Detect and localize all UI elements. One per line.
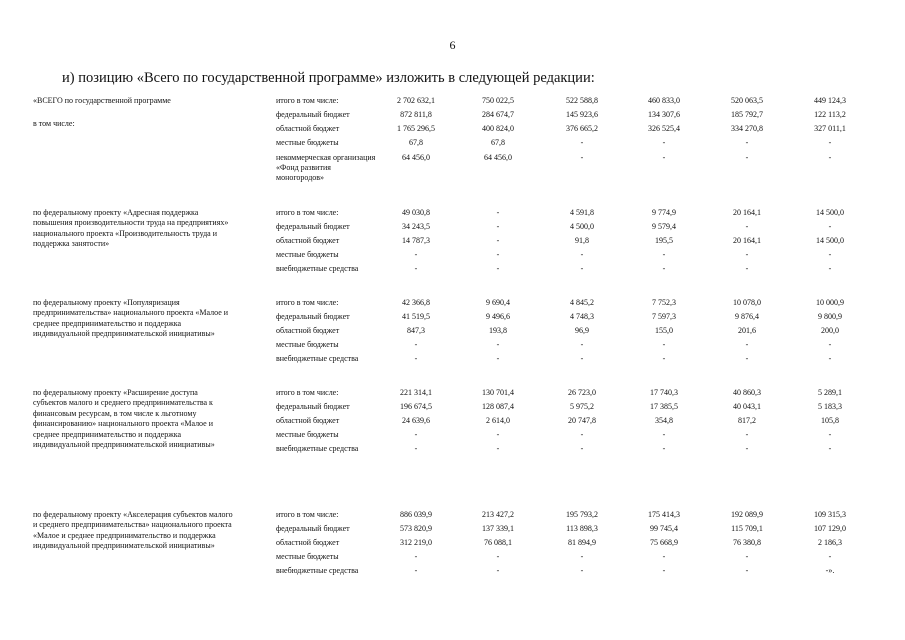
- value-cell-year-2: -: [580, 340, 584, 349]
- value-cell-year-3: -: [662, 444, 666, 453]
- value-cell-year-5: -: [828, 250, 832, 259]
- funding-source-label: местные бюджеты: [276, 250, 339, 259]
- value-cell-total: 67,8: [409, 138, 423, 147]
- value-cell-year-5: -: [828, 354, 832, 363]
- value-cell-year-1: 284 674,7: [482, 110, 514, 119]
- funding-source-label: федеральный бюджет: [276, 312, 350, 321]
- funding-source-label: областной бюджет: [276, 326, 340, 335]
- value-cell-year-5: 9 800,9: [818, 312, 842, 321]
- value-cell-year-2: 81 894,9: [568, 538, 596, 547]
- value-cell-year-1: 137 339,1: [482, 524, 514, 533]
- value-cell-year-5: 449 124,3: [814, 96, 846, 105]
- value-cell-total: -: [414, 354, 418, 363]
- section-description: [33, 298, 233, 340]
- value-cell-year-5: 5 183,3: [818, 402, 842, 411]
- funding-source-label: федеральный бюджет: [276, 222, 350, 231]
- value-cell-year-5: 122 113,2: [814, 110, 846, 119]
- value-cell-year-4: -: [745, 153, 749, 162]
- value-cell-year-4: 817,2: [738, 416, 756, 425]
- value-cell-total: -: [414, 430, 418, 439]
- value-cell-year-2: 20 747,8: [568, 416, 596, 425]
- value-cell-year-4: 192 089,9: [731, 510, 763, 519]
- section-title: по федеральному проекту «Акселерация субъектов малого и среднего предпринимательства» национального проекта «Малое и среднее предпринимательство и поддержка индивидуальной предпринимательской инициативы»: [33, 510, 233, 551]
- value-cell-total: -: [414, 264, 418, 273]
- value-cell-total: 847,3: [407, 326, 425, 335]
- funding-source-label: местные бюджеты: [276, 552, 339, 561]
- value-cell-year-1: -: [496, 208, 500, 217]
- value-cell-year-2: -: [580, 153, 584, 162]
- value-cell-year-2: 96,9: [575, 326, 589, 335]
- value-cell-year-3: 7 752,3: [652, 298, 676, 307]
- value-cell-year-3: 7 597,3: [652, 312, 676, 321]
- value-cell-year-4: 115 709,1: [731, 524, 763, 533]
- value-cell-year-2: 145 923,6: [566, 110, 598, 119]
- value-cell-year-2: -: [580, 264, 584, 273]
- value-cell-year-5: 107 129,0: [814, 524, 846, 533]
- funding-source-label: итого в том числе:: [276, 208, 339, 217]
- value-cell-year-3: -: [662, 138, 666, 147]
- value-cell-year-4: 40 043,1: [733, 402, 761, 411]
- value-cell-year-1: 67,8: [491, 138, 505, 147]
- value-cell-year-4: 20 164,1: [733, 208, 761, 217]
- value-cell-year-1: -: [496, 340, 500, 349]
- value-cell-year-3: 195,5: [655, 236, 673, 245]
- value-cell-total: 886 039,9: [400, 510, 432, 519]
- value-cell-year-1: 9 496,6: [486, 312, 510, 321]
- section-title: «ВСЕГО по государственной программе: [33, 96, 171, 105]
- value-cell-year-1: -: [496, 250, 500, 259]
- value-cell-total: 64 456,0: [402, 153, 430, 162]
- section-title: по федеральному проекту «Адресная поддержка повышения производительности труда на предприятиях» национального проекта «Производительность труда и поддержка занятости»: [33, 208, 229, 249]
- section-title: по федеральному проекту «Популяризация предпринимательства» национального проекта «Малое и среднее предпринимательство и поддержка индивидуальной предпринимательской инициативы»: [33, 298, 229, 339]
- value-cell-year-5: -: [828, 552, 832, 561]
- value-cell-year-5: 2 186,3: [818, 538, 842, 547]
- value-cell-total: 42 366,8: [402, 298, 430, 307]
- value-cell-year-2: 4 591,8: [570, 208, 594, 217]
- value-cell-year-1: -: [496, 222, 500, 231]
- funding-source-label: внебюджетные средства: [276, 444, 359, 453]
- value-cell-year-1: 400 824,0: [482, 124, 514, 133]
- value-cell-total: 41 519,5: [402, 312, 430, 321]
- value-cell-total: 2 702 632,1: [397, 96, 435, 105]
- funding-source-label: некоммерческая организация «Фонд развития моногородов»: [276, 153, 376, 182]
- value-cell-year-4: 20 164,1: [733, 236, 761, 245]
- value-cell-year-2: 91,8: [575, 236, 589, 245]
- value-cell-year-2: -: [580, 566, 584, 575]
- funding-source-label: внебюджетные средства: [276, 354, 359, 363]
- value-cell-total: 312 219,0: [400, 538, 432, 547]
- value-cell-year-3: -: [662, 264, 666, 273]
- funding-source-label: федеральный бюджет: [276, 110, 350, 119]
- value-cell-year-1: -: [496, 444, 500, 453]
- value-cell-year-3: -: [662, 430, 666, 439]
- value-cell-year-5: -: [828, 264, 832, 273]
- section-description: [33, 96, 233, 130]
- value-cell-year-4: -: [745, 430, 749, 439]
- funding-source-label: внебюджетные средства: [276, 264, 359, 273]
- value-cell-year-2: 195 793,2: [566, 510, 598, 519]
- value-cell-year-3: 17 385,5: [650, 402, 678, 411]
- value-cell-year-3: 99 745,4: [650, 524, 678, 533]
- value-cell-year-1: 9 690,4: [486, 298, 510, 307]
- funding-source-label: внебюджетные средства: [276, 566, 359, 575]
- section-title: по федеральному проекту «Расширение доступа субъектов малого и среднего предпринимательства к финансовым ресурсам, в том числе к льготному финансированию» национального проекта «Малое и среднее предпринимательство и поддержка индивидуальной предпринимательской инициативы»: [33, 388, 215, 450]
- value-cell-year-1: 2 614,0: [486, 416, 510, 425]
- value-cell-total: -: [414, 552, 418, 561]
- value-cell-year-4: -: [745, 222, 749, 231]
- value-cell-year-4: -: [745, 250, 749, 259]
- value-cell-year-2: 113 898,3: [566, 524, 598, 533]
- value-cell-total: 14 787,3: [402, 236, 430, 245]
- value-cell-year-3: 9 579,4: [652, 222, 676, 231]
- value-cell-year-1: -: [496, 552, 500, 561]
- section-description: [33, 208, 233, 250]
- value-cell-total: -: [414, 444, 418, 453]
- page-number: 6: [449, 38, 456, 52]
- value-cell-year-2: -: [580, 430, 584, 439]
- value-cell-total: -: [414, 250, 418, 259]
- value-cell-year-1: 64 456,0: [484, 153, 512, 162]
- value-cell-year-1: -: [496, 566, 500, 575]
- value-cell-year-4: -: [745, 340, 749, 349]
- funding-source-label: федеральный бюджет: [276, 524, 350, 533]
- value-cell-year-3: 75 668,9: [650, 538, 678, 547]
- value-cell-year-4: 76 380,8: [733, 538, 761, 547]
- value-cell-year-4: 520 063,5: [731, 96, 763, 105]
- value-cell-year-1: 213 427,2: [482, 510, 514, 519]
- value-cell-year-4: 9 876,4: [735, 312, 759, 321]
- value-cell-year-1: 130 701,4: [482, 388, 514, 397]
- value-cell-year-4: -: [745, 566, 749, 575]
- value-cell-year-5: 14 500,0: [816, 208, 844, 217]
- funding-source-label: итого в том числе:: [276, 388, 339, 397]
- value-cell-year-3: 175 414,3: [648, 510, 680, 519]
- value-cell-year-2: -: [580, 138, 584, 147]
- value-cell-year-4: 10 078,0: [733, 298, 761, 307]
- value-cell-year-1: -: [496, 264, 500, 273]
- value-cell-year-4: -: [745, 552, 749, 561]
- value-cell-total: 196 674,5: [400, 402, 432, 411]
- value-cell-year-3: 17 740,3: [650, 388, 678, 397]
- funding-source-label: итого в том числе:: [276, 510, 339, 519]
- funding-source-label: итого в том числе:: [276, 298, 339, 307]
- value-cell-year-1: 750 022,5: [482, 96, 514, 105]
- value-cell-year-1: 76 088,1: [484, 538, 512, 547]
- value-cell-year-4: 40 860,3: [733, 388, 761, 397]
- value-cell-year-1: 128 087,4: [482, 402, 514, 411]
- funding-source-label: областной бюджет: [276, 124, 340, 133]
- value-cell-total: 34 243,5: [402, 222, 430, 231]
- value-cell-year-5: -: [828, 153, 832, 162]
- funding-source-label: областной бюджет: [276, 236, 340, 245]
- value-cell-year-5: 105,8: [821, 416, 839, 425]
- value-cell-year-4: -: [745, 264, 749, 273]
- value-cell-year-4: -: [745, 444, 749, 453]
- value-cell-year-5: -: [828, 430, 832, 439]
- value-cell-total: 1 765 296,5: [397, 124, 435, 133]
- value-cell-year-3: -: [662, 250, 666, 259]
- value-cell-total: -: [414, 340, 418, 349]
- value-cell-year-2: -: [580, 444, 584, 453]
- value-cell-year-2: 4 500,0: [570, 222, 594, 231]
- value-cell-year-3: -: [662, 566, 666, 575]
- value-cell-year-5: 327 011,1: [814, 124, 846, 133]
- value-cell-year-3: -: [662, 340, 666, 349]
- value-cell-year-4: -: [745, 354, 749, 363]
- document-heading: и) позицию «Всего по государственной программе» изложить в следующей редакции:: [62, 70, 595, 86]
- section-subtitle: в том числе:: [33, 119, 75, 129]
- value-cell-year-5: -: [828, 138, 832, 147]
- funding-source-label: федеральный бюджет: [276, 402, 350, 411]
- value-cell-year-5: 109 315,3: [814, 510, 846, 519]
- funding-source-label: местные бюджеты: [276, 430, 339, 439]
- value-cell-year-3: 354,8: [655, 416, 673, 425]
- value-cell-year-1: -: [496, 430, 500, 439]
- value-cell-year-3: 460 833,0: [648, 96, 680, 105]
- value-cell-year-3: -: [662, 354, 666, 363]
- funding-source-label: итого в том числе:: [276, 96, 339, 105]
- value-cell-year-4: 185 792,7: [731, 110, 763, 119]
- value-cell-total: 872 811,8: [400, 110, 432, 119]
- value-cell-year-4: 201,6: [738, 326, 756, 335]
- value-cell-year-5: 5 289,1: [818, 388, 842, 397]
- value-cell-year-3: 9 774,9: [652, 208, 676, 217]
- value-cell-total: 49 030,8: [402, 208, 430, 217]
- value-cell-year-5: 200,0: [821, 326, 839, 335]
- funding-source-label: местные бюджеты: [276, 138, 339, 147]
- value-cell-year-2: 5 975,2: [570, 402, 594, 411]
- section-description: [33, 388, 233, 450]
- value-cell-year-2: 4 748,3: [570, 312, 594, 321]
- value-cell-year-4: -: [745, 138, 749, 147]
- value-cell-total: 573 820,9: [400, 524, 432, 533]
- value-cell-year-3: -: [662, 153, 666, 162]
- value-cell-year-3: -: [662, 552, 666, 561]
- value-cell-year-5: 10 000,9: [816, 298, 844, 307]
- value-cell-total: 24 639,6: [402, 416, 430, 425]
- funding-source-label: местные бюджеты: [276, 340, 339, 349]
- value-cell-year-5: -».: [825, 566, 835, 575]
- value-cell-year-1: -: [496, 236, 500, 245]
- value-cell-year-2: -: [580, 250, 584, 259]
- value-cell-year-1: -: [496, 354, 500, 363]
- value-cell-year-2: 376 665,2: [566, 124, 598, 133]
- funding-source-label: областной бюджет: [276, 538, 340, 547]
- value-cell-year-1: 193,8: [489, 326, 507, 335]
- value-cell-year-5: -: [828, 444, 832, 453]
- value-cell-year-5: -: [828, 222, 832, 231]
- value-cell-year-2: -: [580, 552, 584, 561]
- value-cell-year-5: 14 500,0: [816, 236, 844, 245]
- value-cell-year-3: 134 307,6: [648, 110, 680, 119]
- funding-source-label: областной бюджет: [276, 416, 340, 425]
- value-cell-total: 221 314,1: [400, 388, 432, 397]
- value-cell-year-2: 4 845,2: [570, 298, 594, 307]
- value-cell-year-2: 522 588,8: [566, 96, 598, 105]
- value-cell-year-4: 334 270,8: [731, 124, 763, 133]
- value-cell-total: -: [414, 566, 418, 575]
- value-cell-year-2: -: [580, 354, 584, 363]
- value-cell-year-3: 155,0: [655, 326, 673, 335]
- value-cell-year-5: -: [828, 340, 832, 349]
- value-cell-year-3: 326 525,4: [648, 124, 680, 133]
- value-cell-year-2: 26 723,0: [568, 388, 596, 397]
- section-description: [33, 510, 233, 552]
